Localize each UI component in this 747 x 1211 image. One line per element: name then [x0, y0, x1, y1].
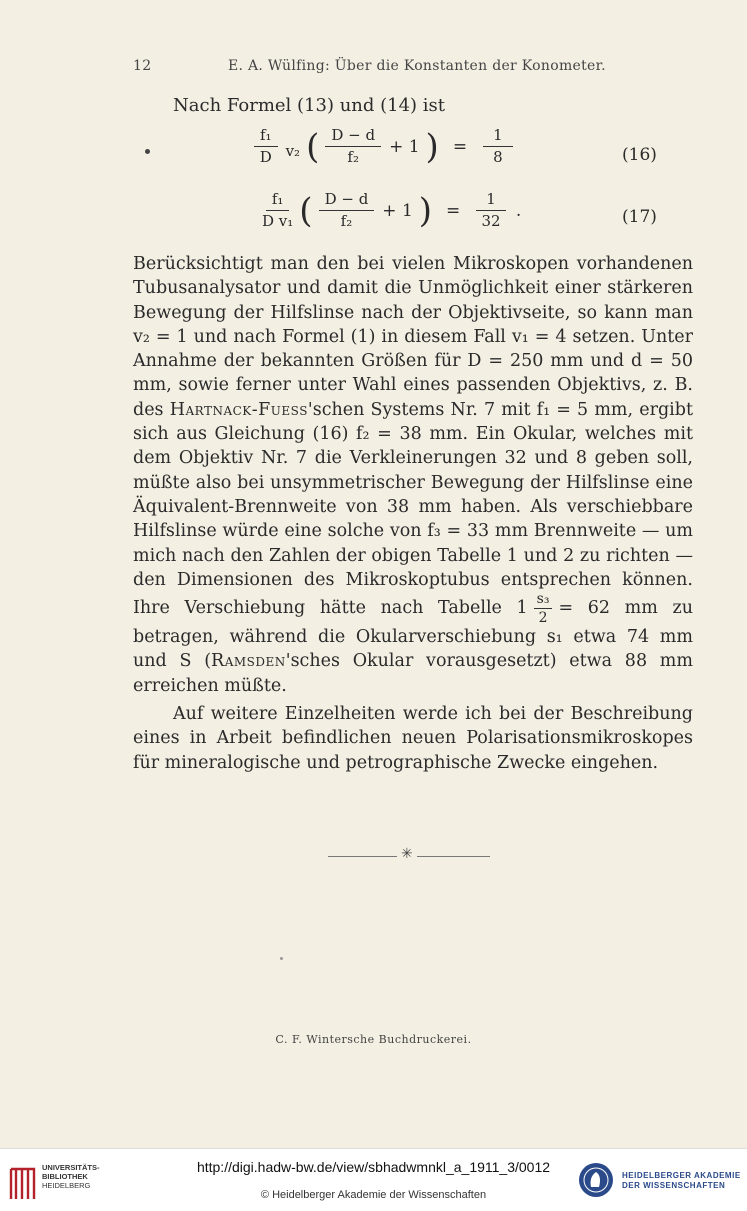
document-url-link[interactable]: http://digi.hadw-bw.de/view/sbhadwmnkl_a_1911_3/0012: [196, 1159, 551, 1175]
page-number: 12: [133, 58, 152, 74]
viewer-footer: [0, 1148, 747, 1211]
university-library-name: UNIVERSITÄTS- BIBLIOTHEK HEIDELBERG: [42, 1163, 100, 1190]
print-speck: [280, 957, 283, 960]
copyright-notice: © Heidelberger Akademie der Wissenschaften: [260, 1189, 487, 1201]
equation-16: $\frac{\text{f₁}}{D}$ v₂ ( $\frac{D - d}{\text{f₂}}$ + 1 ) = $\frac{1}{8}$: [250, 128, 517, 165]
equation-16-number: (16): [622, 145, 657, 165]
main-paragraph: Berücksichtigt man den bei vielen Mikroskopen vorhandenen Tubusanalysator und damit die Unmöglichkeit einer stärkeren Bewegung der Hilfslinse nach der Objektivseite, so kann man v₂ = 1 und nach Formel (1) in diesem Fall v₁ = 4 setzen. Unter Annahme der bekannten Größen für D = 250 mm und d = 50 mm, sowie ferner unter Wahl eines passenden Objektivs, z. B. des Hartnack-Fuess'schen Systems Nr. 7 mit f₁ = 5 mm, ergibt sich aus Gleichung (16) f₂ = 38 mm. Ein Okular, welches mit dem Objektiv Nr. 7 die Verkleinerungen 32 und 8 geben soll, müßte also bei unsymmetrischer Bewegung der Hilfslinse eine Äquivalent-Brennweite von 38 mm haben. Als verschiebbare Hilfslinse würde eine solche von f₃ = 33 mm Brennweite — um mich nach den Zahlen der obigen Tabelle 1 und 2 zu richten — den Dimensionen des Mikroskoptubus entsprechen können. Ihre Verschiebung hätte nach Tabelle 1 $\frac{\text{s₃}}{2}$ = 62 mm zu betragen, während die Okularverschiebung s₁ etwa 74 mm und S (Ramsden'sches Okular vorausgesetzt) etwa 88 mm erreichen müßte.: [133, 254, 693, 696]
printer-imprint: C. F. Wintersche Buchdruckerei.: [275, 1033, 472, 1046]
equation-17-number: (17): [622, 207, 657, 227]
print-speck: [145, 149, 150, 154]
closing-paragraph: Auf weitere Einzelheiten werde ich bei der Beschreibung eines in Arbeit befindlichen neuen Polarisationsmikroskopes für mineralogische und petrographische Zwecke eingehen.: [133, 704, 693, 773]
ornament-star-icon: ✳: [397, 846, 417, 862]
academy-name: HEIDELBERGER AKADEMIE DER WISSENSCHAFTEN: [622, 1171, 741, 1190]
equation-17: $\frac{\text{f₁}}{\text{D v₁}}$ ( $\frac{D - d}{\text{f₂}}$ + 1 ) = $\frac{1}{32}$ .: [262, 190, 522, 231]
author-name-ramsden: Ramsden: [211, 651, 286, 672]
running-title: E. A. Wülfing: Über die Konstanten der Konometer.: [228, 58, 606, 74]
academy-seal-icon: [577, 1161, 615, 1199]
intro-line: Nach Formel (13) und (14) ist: [173, 95, 446, 116]
author-name-hartnack-fuess: Hartnack-Fuess: [169, 399, 308, 420]
inline-fraction: $\frac{\text{s₃}}{2}$: [534, 592, 553, 625]
